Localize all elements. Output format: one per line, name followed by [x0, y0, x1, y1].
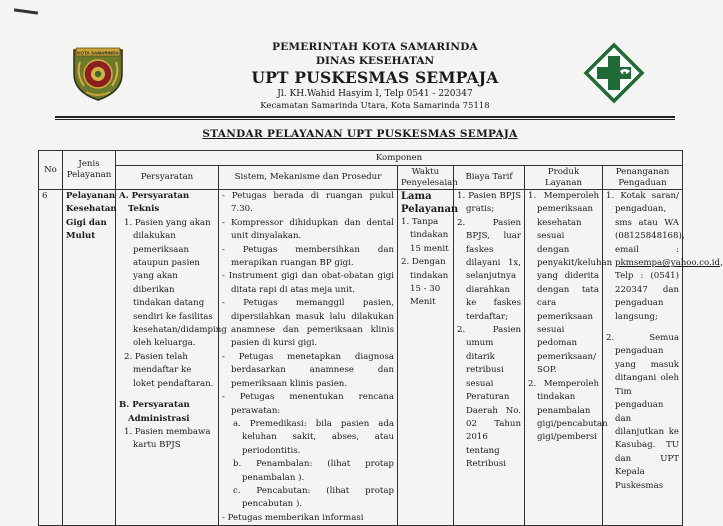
letterhead-line-1: PEMERINTAH KOTA SAMARINDA [272, 41, 478, 53]
sistem-sub-item: a. Premedikasi: bila pasien ada keluhan sakit, abses, atau periodontitis. [233, 418, 394, 456]
standard-table [38, 150, 723, 526]
cell-produk [525, 190, 613, 526]
sistem-sub-item: b. Penambalan: (lihat protap penambalan ). [233, 459, 394, 483]
sistem-item: - Instrument gigi dan obat-obatan gigi ditata rapi di atas meja unit. [222, 271, 394, 295]
waktu-item: 1. Tanpa tindakan 15 menit [401, 217, 449, 254]
persyaratan-a-item-1: 1. Pasien yang akan dilakukan pemeriksaan ataupun pasien yang akan diberikan tindakan datang sendiri ke fasilitas kesehatan/didamping oleh keluarga. [124, 217, 227, 349]
cell-penanganan [603, 190, 723, 526]
cell-no: 6 [39, 190, 63, 526]
letterhead-address: Jl. KH.Wahid Hasyim I, Telp 0541 - 220347 [277, 89, 473, 99]
persyaratan-a-title: A. Persyaratan Teknis [119, 191, 190, 215]
produk-item: 1. Memperoleh pemeriksaan kesehatan sesuai dengan penyakit/keluhan yang diderita dengan tata cara pemeriksaan sesuai pedoman pemeriksaan/ SOP. [528, 191, 613, 376]
sistem-item: - Petugas menetapkan diagnosa berdasarkan anamnese dan pemeriksaan klinis pasien. [222, 351, 394, 389]
puskesmas-cross-logo-icon [583, 42, 645, 104]
waktu-item: 2. Dengan tindakan 15 - 30 Menit [401, 257, 449, 308]
emblem-text: KOTA SAMARINDA [77, 50, 119, 56]
letterhead-line-2: DINAS KESEHATAN [315, 55, 435, 67]
penanganan-text: 1. Kotak saran/ pengaduan, sms atau WA (08125848168), email : [606, 191, 685, 255]
sistem-item: - Petugas berada di ruangan pukul 7.30. [222, 191, 394, 215]
header-komponen: Komponen [116, 151, 683, 166]
cell-jenis [63, 190, 116, 526]
header-no: No [39, 151, 63, 190]
produk-item: 2. Memperoleh tindakan penambalan gigi/pencabutan gigi/pembersi [528, 378, 608, 443]
sistem-item: - Petugas memberikan informasi [222, 512, 364, 523]
sistem-sub-item: c. Pencabutan: (lihat protap pencabutan ). [233, 485, 394, 510]
document-title: STANDAR PELAYANAN UPT PUSKESMAS SEMPAJA [202, 128, 518, 140]
header-waktu: Waktu Penyelesaian [398, 166, 454, 190]
sistem-item: - Petugas memanggil pasien, dipersilahkan masuk lalu dilakukan anamnese dan pemeriksaan klinis pasien di kursi gigi. [222, 298, 394, 349]
header-rule-thick [55, 116, 675, 118]
cell-persyaratan [116, 190, 227, 526]
persyaratan-b-item-1: 1. Pasien membawa kartu BPJS [124, 426, 211, 451]
jenis-label: Pelayanan Kesehatan Gigi dan Mulut [66, 191, 117, 242]
header-produk: Produk Layanan [525, 166, 603, 190]
sistem-item: - Petugas menentukan rencana perawatan: [222, 392, 394, 416]
header-penanganan: Penanganan Pengaduan [603, 166, 683, 190]
persyaratan-a-item-2: 2. Pasien telah mendaftar ke loket pendaftaran. [124, 351, 214, 389]
header-sistem: Sistem, Mekanisme dan Prosedur [219, 166, 398, 190]
biaya-item: 2. Pasien umum ditarik retribusi sesuai Peraturan Daerah No. 02 Tahun 2016 tentang Retribusi [457, 325, 521, 470]
biaya-item: 1. Pasien BPJS gratis; [457, 191, 521, 215]
letterhead-district: Kecamatan Samarinda Utara, Kota Samarinda 75118 [260, 101, 490, 111]
header-persyaratan: Persyaratan [116, 166, 219, 190]
email-link[interactable]: pkmsempa@yahoo.co.id [615, 258, 720, 269]
letterhead [225, 40, 525, 112]
cell-biaya [454, 190, 525, 526]
sistem-item: - Kompressor dihidupkan dan dental unit dinyalakan. [222, 217, 394, 242]
header-jenis: Jenis Pelayanan [63, 151, 116, 190]
penanganan-item-2: 2. Semua pengaduan yang masuk ditangani oleh Tim pengaduan dan dilanjutkan ke Kasubag. TU dan UPT Kepala Puskesmas [606, 333, 679, 491]
cell-waktu [398, 190, 459, 526]
sistem-item: - Petugas membersihkan dan merapikan ruangan BP gigi. [222, 244, 394, 269]
header-rule-thin [55, 119, 675, 120]
penanganan-item-1 [606, 190, 723, 324]
penanganan-text: , Telp : (0541) 220347 dan pengaduan langsung; [615, 258, 723, 322]
waktu-title: Lama Pelayanan [401, 191, 459, 215]
table-row [39, 190, 683, 526]
kota-samarinda-emblem-icon [66, 40, 130, 102]
persyaratan-b-title: B. Persyaratan Administrasi [119, 400, 190, 424]
letterhead-line-3: UPT PUSKESMAS SEMPAJA [251, 68, 499, 87]
biaya-item: 2. Pasien BPJS, luar faskes dilayani 1x, selanjutnya diarahkan ke faskes terdaftar; [457, 217, 521, 322]
header-biaya: Biaya Tarif [454, 166, 525, 190]
scan-artifact [14, 8, 38, 14]
cell-sistem [219, 190, 398, 526]
